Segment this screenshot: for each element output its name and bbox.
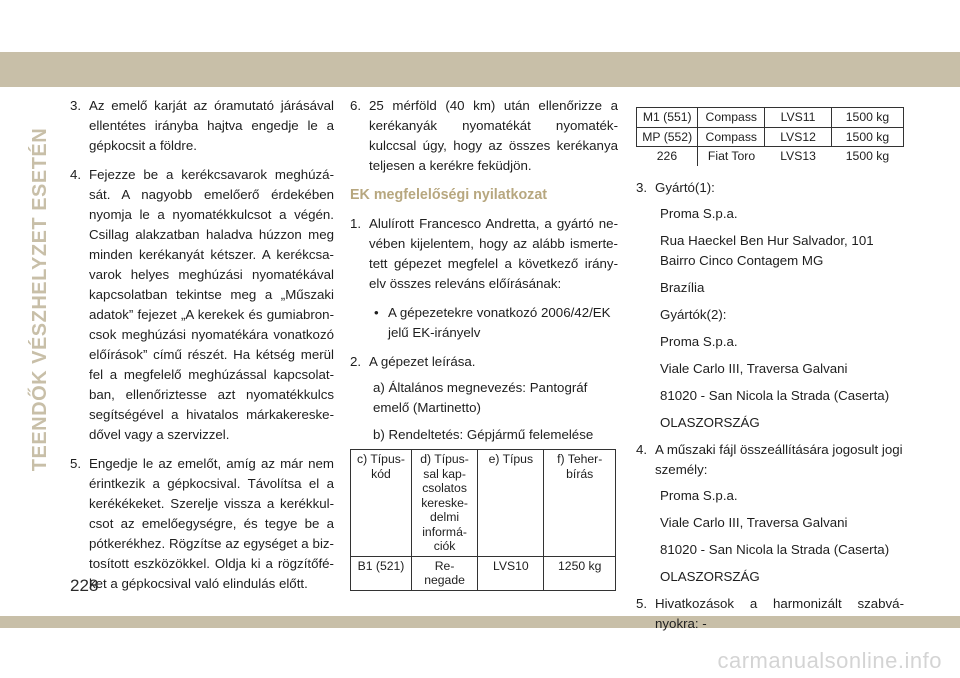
- table-cell: 226: [637, 147, 698, 166]
- list-item: [350, 352, 618, 372]
- table-cell: LVS12: [765, 127, 832, 147]
- table-cell: B1 (521): [351, 556, 412, 590]
- table-cell: 1500 kg: [831, 127, 903, 147]
- item-text: A műszaki fájl összeállítására jogosult jogi személy:: [655, 442, 903, 477]
- table-row: [637, 127, 904, 147]
- address-line: Viale Carlo III, Traversa Galvani: [660, 361, 848, 376]
- item-number: 3.: [70, 98, 82, 113]
- list-item: [350, 96, 618, 176]
- item-number: 5.: [70, 456, 82, 471]
- column-3: [636, 178, 904, 643]
- table-header-cell: e) Típus: [478, 450, 544, 557]
- item-text: Gyártó(1):: [655, 180, 715, 195]
- table-cell: 1500 kg: [831, 108, 903, 128]
- item-text: 25 mérföld (40 km) után ellenőrizze a kerékanyák nyomatékát nyomaték-kulccsal úgy, hogy az összes kerékanya teljesen a kerékre feküdjön.: [369, 98, 618, 173]
- type-table: [350, 449, 616, 591]
- address-line: OLASZORSZÁG: [660, 569, 760, 584]
- item-number: 6.: [350, 98, 362, 113]
- description-line-b: b) Rendeltetés: Gépjármű felemelése: [373, 427, 594, 442]
- address-line: 81020 - San Nicola la Strada (Caserta): [660, 388, 890, 403]
- item-text: Fejezze be a kerékcsavarok meghúzá-sát. A nagyobb emelőerő érdekében nyomja le a nyomatékkulcsot a végén. Csillag alakzatban haladva húzzon meg minden kerékanyát kétszer. A kerékcsa-varok helyes meghúzási nyomatékával kapcsolatban tekintse meg a „Műszaki adatok” fejezet „A kerekek és gumiabron-csok meghúzási nyomatékára vonatkozó előírások” című részét. Ha kétség merül fel a megfelelő meghúzással kapcsolat-ban, ellenőriztesse azt nyomatékkulcs segítségével a hivatalos márkakereske-dővel vagy a szervizzel.: [89, 167, 334, 442]
- top-band: [0, 52, 960, 87]
- table-row: [637, 147, 904, 166]
- item-number: 1.: [350, 216, 362, 231]
- table-cell: 1500 kg: [831, 147, 903, 166]
- list-item: [70, 165, 334, 445]
- item-number: 4.: [70, 167, 82, 182]
- item-number: 5.: [636, 596, 648, 611]
- table-header-cell: d) Típus-sal kap-csolatos kereske-delmi informá-ciók: [411, 450, 477, 557]
- address-line: Proma S.p.a.: [660, 206, 738, 221]
- bullet-text: A gépezetekre vonatkozó 2006/42/EK jelű EK-irányelv: [388, 305, 611, 340]
- table-cell: LVS13: [765, 147, 832, 166]
- bullet-dot: •: [374, 305, 379, 320]
- section-side-tab: [26, 100, 56, 498]
- address-line: Gyártók(2):: [660, 307, 727, 322]
- table-row: [351, 556, 616, 590]
- list-item: [350, 214, 618, 294]
- bullet-item: [350, 303, 618, 343]
- table-cell: LVS11: [765, 108, 832, 128]
- table-header-row: [351, 450, 616, 557]
- table-cell: M1 (551): [637, 108, 698, 128]
- item-number: 2.: [350, 354, 362, 369]
- item-text: Engedje le az emelőt, amíg az már nem érintkezik a gépkocsival. Távolítsa el a kerékékeket. Szerelje vissza a kerékkul-csot az emelőegységre, és tegye be a pótkerékhez. Rögzítse az egységet a biz-tosított eszközökkel. Oldja ki a rögzítőfé-ket a gépkocsival való elindulás előtt.: [89, 456, 334, 591]
- address-line: Brazília: [660, 280, 705, 295]
- table-cell: 1250 kg: [544, 556, 616, 590]
- table-header-cell: c) Típus-kód: [351, 450, 412, 557]
- table-cell: Compass: [698, 108, 765, 128]
- item-text: Az emelő karját az óramutató járásával ellentétes irányba hajtva engedje le a gépkocsit a földre.: [89, 98, 334, 153]
- list-item: [70, 454, 334, 594]
- table-row: [637, 108, 904, 128]
- address-line: Proma S.p.a.: [660, 488, 738, 503]
- item-text: Alulírott Francesco Andretta, a gyártó ne-vében kijelentem, hogy az alább ismerte-tett gépezet megfelel a következő irány-elv összes releváns előírásának:: [369, 216, 618, 291]
- list-item: [70, 96, 334, 156]
- table-cell: Compass: [698, 127, 765, 147]
- address-line: 81020 - San Nicola la Strada (Caserta): [660, 542, 890, 557]
- address-line: Rua Haeckel Ben Hur Salvador, 101 Bairro Cinco Contagem MG: [660, 233, 874, 268]
- type-table-continued: [636, 107, 904, 166]
- item-number: 3.: [636, 180, 648, 195]
- table-cell: MP (552): [637, 127, 698, 147]
- description-line-a: a) Általános megnevezés: Pantográf emelő (Martinetto): [373, 380, 588, 415]
- section-title: TEENDŐK VÉSZHELYZET ESETÉN: [29, 127, 52, 471]
- list-item: [636, 178, 904, 198]
- list-item: [636, 594, 904, 634]
- table-header-cell: f) Teher-bírás: [544, 450, 616, 557]
- table-cell: Re-negade: [411, 556, 477, 590]
- address-line: Viale Carlo III, Traversa Galvani: [660, 515, 848, 530]
- section-heading: EK megfelelőségi nyilatkozat: [350, 187, 548, 203]
- item-number: 4.: [636, 442, 648, 457]
- watermark: carmanualsonline.info: [717, 648, 942, 673]
- column-1: [70, 96, 334, 603]
- list-item: [636, 440, 904, 480]
- page-number: 228: [70, 576, 99, 595]
- address-line: Proma S.p.a.: [660, 334, 738, 349]
- item-text: A gépezet leírása.: [369, 354, 476, 369]
- column-2: [350, 96, 618, 591]
- item-text: Hivatkozások a harmonizált szabvá-nyokra: -: [655, 596, 904, 631]
- address-line: OLASZORSZÁG: [660, 415, 760, 430]
- table-cell: LVS10: [478, 556, 544, 590]
- table-cell: Fiat Toro: [698, 147, 765, 166]
